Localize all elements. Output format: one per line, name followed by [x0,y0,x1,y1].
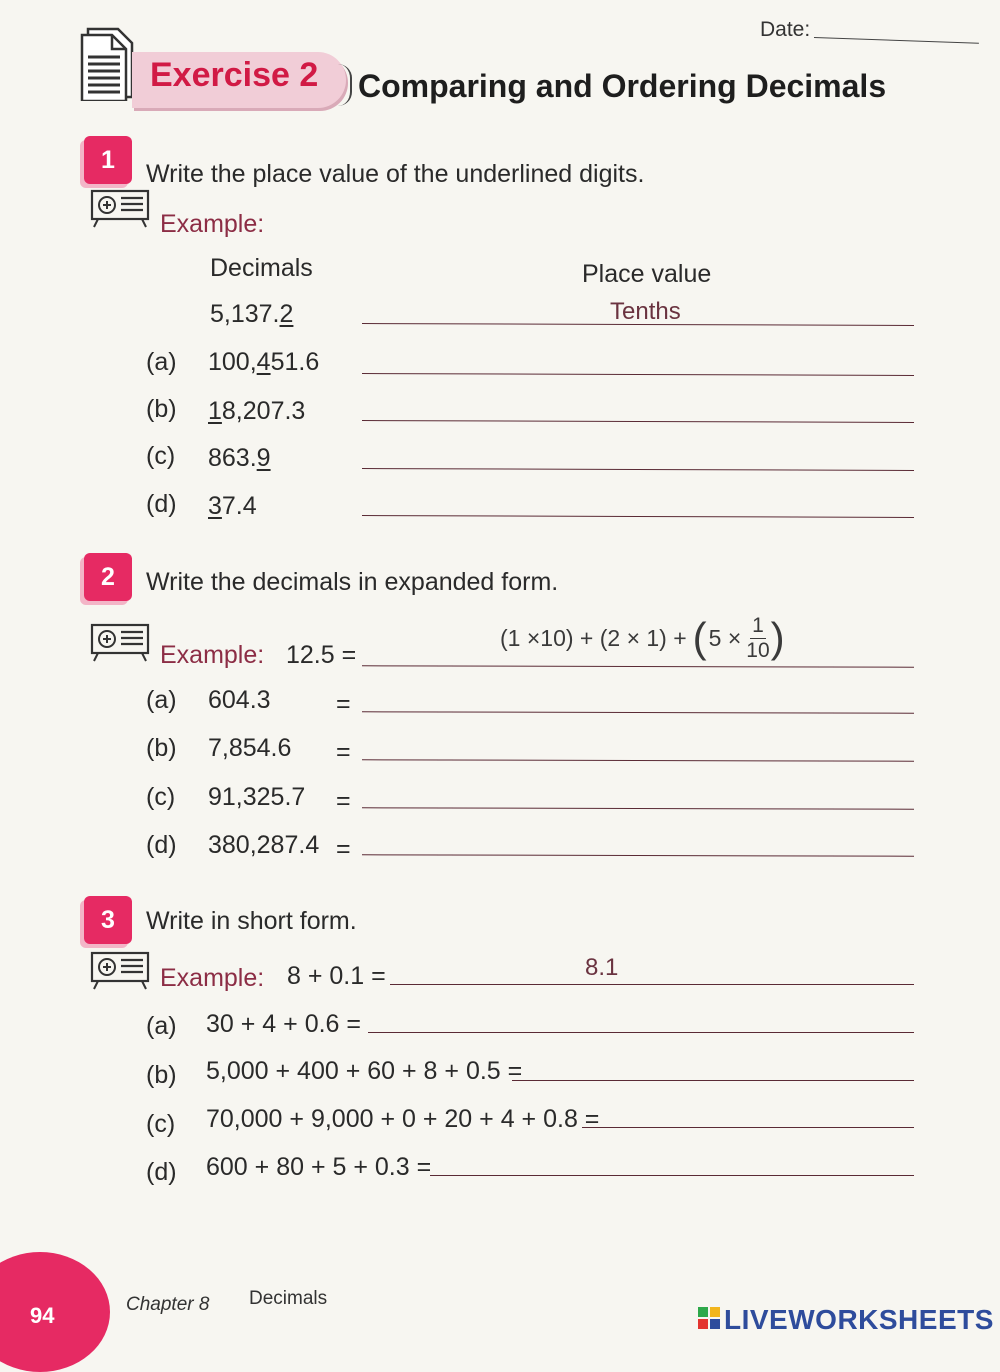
item-label: (a) [146,348,177,376]
page-number-badge [0,1252,110,1372]
column-header-decimals: Decimals [210,254,313,282]
decimal-value: 863.9 [208,444,271,472]
item-label: (d) [146,490,177,518]
answer-line-3d[interactable] [430,1175,914,1176]
section-1-badge: 1 [84,136,132,184]
date-label: Date: [760,18,811,41]
section-2-instruction: Write the decimals in expanded form. [146,568,559,596]
answer-line-3c[interactable] [582,1127,914,1128]
page-number: 94 [30,1303,55,1328]
answer-line-3b[interactable] [512,1080,914,1081]
example-icon [90,622,152,662]
title-divider [334,64,352,106]
answer-line-1d[interactable] [362,515,914,518]
example-icon [90,188,152,228]
answer-line-2c[interactable] [362,807,914,809]
page-title: Comparing and Ordering Decimals [358,68,887,104]
example-decimal: 5,137.2 [210,300,294,328]
section-2-example-answer: (1 ×10) + (2 × 1) + ( 5 × $\frac{1}{10}$ ) [500,614,785,662]
chapter-label: Chapter 8 [126,1294,210,1315]
decimal-value: 604.3 [208,686,271,714]
equals-sign: = [336,787,351,815]
answer-line-3a[interactable] [368,1032,914,1033]
item-label: (b) [146,1061,177,1089]
item-label: (a) [146,1012,177,1040]
section-3-example-expr: 8 + 0.1 = [287,962,386,990]
decimal-value: 7,854.6 [208,734,292,762]
decimal-value: 18,207.3 [208,397,306,425]
item-label: (c) [146,1110,176,1138]
equals-sign: = [336,835,351,863]
example-answer-line [390,984,914,985]
exercise-label: Exercise 2 [150,56,319,94]
answer-line-1c[interactable] [362,468,914,471]
short-form-expr: 30 + 4 + 0.6 = [206,1010,361,1038]
item-label: (b) [146,395,177,423]
answer-line-2b[interactable] [362,759,914,761]
item-label: (d) [146,1158,177,1186]
equals-sign: = [336,690,351,718]
short-form-expr: 70,000 + 9,000 + 0 + 20 + 4 + 0.8 = [206,1105,600,1133]
date-line[interactable] [814,37,979,44]
item-label: (c) [146,783,176,811]
section-2-example-expr: 12.5 = [286,641,357,669]
decimal-value: 100,451.6 [208,348,320,376]
answer-line-1a[interactable] [362,373,914,376]
answer-line-2d[interactable] [362,854,914,856]
section-2-badge: 2 [84,553,132,601]
liveworksheets-logo-icon [698,1307,720,1331]
decimal-value: 37.4 [208,492,257,520]
document-icon [74,25,136,101]
section-2-example-label: Example: [160,641,265,669]
chapter-title: Decimals [249,1288,328,1309]
decimal-value: 380,287.4 [208,831,320,859]
section-1-instruction: Write the place value of the underlined digits. [146,160,645,188]
item-label: (a) [146,686,177,714]
example-icon [90,950,152,990]
section-3-example-label: Example: [160,964,265,992]
item-label: (d) [146,831,177,859]
decimal-value: 91,325.7 [208,783,306,811]
fraction: $\frac{1}{10}$ [746,614,770,662]
underlined-digit: 2 [279,300,294,328]
answer-line-2a[interactable] [362,711,914,713]
short-form-expr: 600 + 80 + 5 + 0.3 = [206,1153,432,1181]
section-1-example-label: Example: [160,210,265,238]
section-3-badge: 3 [84,896,132,944]
example-answer: Tenths [610,298,681,325]
short-form-expr: 5,000 + 400 + 60 + 8 + 0.5 = [206,1057,523,1085]
section-3-instruction: Write in short form. [146,907,357,935]
section-3-example-answer: 8.1 [585,954,619,981]
column-header-place-value: Place value [582,260,712,288]
item-label: (c) [146,442,176,470]
answer-line-1b[interactable] [362,420,914,423]
liveworksheets-brand[interactable]: LIVEWORKSHEETS [724,1304,994,1335]
item-label: (b) [146,734,177,762]
equals-sign: = [336,738,351,766]
